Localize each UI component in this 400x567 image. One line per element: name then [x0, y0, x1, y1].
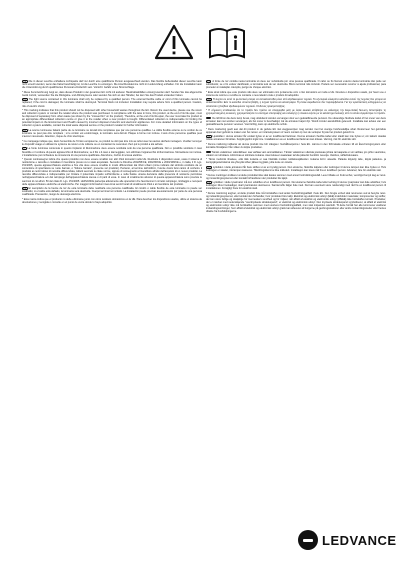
- paragraph-text: * Deze markering geeft aan dat dit product in de gehele EU niet weggeworpen mag worden met het overige huishoudelijke afval. Retourneer het gebruikte apparaat door gebruik te maken van het retour- en inzamelsysteem of neem contact op met de verkoper bij wie het product gekocht is.: [206, 127, 386, 134]
- paragraph-text: * Denne merkingen indikerer at dette produktet ikke skal kastes sammen med annet husholdningsavfall. Lever tilbake en brukt enhet, vennligst benytt deg av retur- og innsamlingssystemet eller kontakt forhandleren der produktet ble kjøpt.: [206, 173, 386, 180]
- paragraph-text: * Ce marquage indique que, dans l'ensemble de l'Union européenne, ce produit ne doit pas être mis au rebut avec les autres déchets ménagers. Veuillez renvoyer le dispositif usagé en utilisant le système de retour et de collecte ou en contactant le revendeur chez qui le produit a été acheté.: [22, 139, 202, 146]
- paragraph-text: * Esta marca indica que el producto no debe eliminarse junto con otros residuos domésticos en la UE. Para devolver los dispositivos usados, utilice el sistema de devoluciones y recogida o consulte en el punto de venta donde lo haya adquirido.: [22, 197, 202, 204]
- warning-triangle-icon: [154, 24, 194, 60]
- paragraph-text: * Diese Kennzeichnung zeigt an, dass dieses Produkt in der gesamten EU nicht mit anderen Haushaltsabfällen entsorgt werden darf. Senden Sie das abgenutzte Gerät zurück, verwenden Sie die Rückgabe- und Abholsysteme oder wenden Sie sich an den Händler, bei dem Sie das Produkt erstanden haben.: [22, 90, 202, 97]
- paragraph: [206, 117, 386, 126]
- language-badge: PT: [207, 81, 211, 83]
- left-text-column: [22, 80, 202, 550]
- language-badge: DE: [23, 81, 27, 83]
- paragraph: [206, 181, 386, 190]
- paragraph-text: La fonte luminosa contenuta in questo impianto di illuminazione deve essere sostituita solo da una persona qualificata. Non è possibile sostituire il cavo flessibile o il cordone di questo apparecchio di illuminazione; se il filo o il cavo è danneggiato, non utilizzare l'apparecchio di illuminazione. Morsettiera non inclusa. L'installazione può richiedere la consulenza di una persona qualificata. Attenzione, rischio di scossa elettrica.: [22, 147, 202, 157]
- paragraph-text: * Questo contrassegno indica che questo prodotto non deve essere smaltito con altri rifiuti domestici nella UE. Restituire il dispositivo usato, usare il sistema di restituzione e raccolta o contattare il rivenditore presso cui è stato acquistato. Secondo le Direttive 2002/95/CE, 2002/96/CE e 2003/108/CE e, in Italia, il D. Lgs. 151/2005, questa apparecchiatura elettrica a fine vita deve essere smaltita in modo differenziato dai rifiuti urbani (come indicato dal simbolo costituito da un contenitore di spazzatura su ruote barrato, o "bidone barrato", presente sul prodotto). Pertanto, al termine dell'utilizzo, l'utente dovrà farsi carico di conferire il prodotto ai centri idonei di raccolta differenziata, istituiti secondo le citate norme, oppure di consegnarlo al rivenditore all'atto dell'acquisto di un nuovo prodotto. La raccolta differenziata è indispensabile per limitare il potenziale impatto sull'Ambiente e sulla Salute umana derivante dalla presenza di sostanze pericolose nell'apparecchiatura e/o dal reimpiego dell'apparecchiatura stessa o di parti di essa. In caso di smaltimento abusivo di questa apparecchiatura sono previste le sanzioni di cui all'art. 50 del citato D. Lgs. 151/2005. LEDVANCE partecipa attivamente alle operazioni che favoriscono il corretto reimpiego, riciclaggio e recupero delle apparecchiature elettriche ed elettroniche. Per maggiori informazioni inerenti ai servizi locali di smaltimento rifiuti è al rivenditore del prodotto.: [22, 158, 202, 186]
- language-badge: DK: [207, 182, 211, 185]
- paragraph: [22, 158, 202, 185]
- right-text-column: [206, 80, 386, 550]
- paragraph: [206, 109, 386, 115]
- language-badge: FR: [23, 130, 27, 133]
- paragraph: [22, 140, 202, 146]
- paragraph-text: * Tämä merkintä ilmaisee, että tätä tuotetta ei saa hävittää muiden kotitalousjätteiden mukana EU:n alueella. Palauta käytetty laite, käytä palautus- ja keräysjärjestelmää tai ota yhteyttä siihen jälleenmyyjään, jolta tuote on ostettu.: [206, 158, 386, 165]
- paragraph-text: Lyskilden i dette lysarmatur må kun udskiftes af en kvalificeret person. Det eksterne fleksible kabel eller ledning til denne lysarmatur kan ikke udskiftes; hvis ledningen bliver beskadiget, skal lysarmaturet destrueres. Samlemuffe følger ikke med. Det kan eventuelt være nødvendigt med råd fra en kvalificeret person til installationen. Forsigtig! Fare for elektrisk stød.: [206, 181, 386, 191]
- language-badge: ES: [23, 188, 27, 191]
- language-badge: IT: [23, 148, 26, 151]
- paragraph-text: Lyskilden i dette armaturet får bare skiftes ut av en kyndig person. Den eksterne, fleksible kabelen eller ledningen til denne lampen kan ikke byttes ut. Hvis ledningen er skadet, må lampen kasseres. Tilkoblingsklemme ikke inkludert. Installasjon kan kreve råd fra en kvalifisert person. Advarsel, fare for elektrisk støt.: [206, 166, 386, 173]
- paragraph-text: De lichtbron die deze lamp bevat, mag uitsluitend worden vervangen door een gekwalificeerde persoon. De uitwendige flexibele kabel of het snoer van deze armatuur kan niet worden vervangen; als het snoer is beschadigd, zal de armatuur kapot zijn. Wordt zonder aansluitblok geleverd. Installatie kan advies van een gekwalificeerde persoon vereisen. Voorzichtig, kans op elektrische schok.: [206, 116, 386, 126]
- paragraph: [22, 91, 202, 97]
- paragraph-text: A fonte de luz contida nesta luminária só deve ser substituída por uma pessoa qualificada. O cabo ou fio flexível externo desta luminária não pode ser substituído; se o fio estiver danificado, a luminária terá de ser destruída. Bloco terminal não incluído. Poderá ser necessário recorrer à ajuda profissional, para proceder à instalação. Atenção, perigo de choque eléctrico.: [206, 80, 386, 90]
- paragraph: [22, 80, 202, 89]
- paragraph-text: Η λυχνία σε αυτό το φωτιστικό μπορεί να αντικατασταθεί μόνο από εξειδικευμένο τεχνικό. Το εξωτερικό εύκαμπτο καλώδιο αυτού της λυχνίας δεν μπορεί να αντικατασταθεί. Εάν το καλώδιο υποστεί βλάβη, η λυχνία πρέπει να καταστραφεί. Η μπλοκ ακροδεκτών δεν περιλαμβάνεται. Για την εγκατάσταση ενδεχομένως να απαιτείται η βοήθεια εξειδικευμένου τεχνικού. Κίνδυνος ηλεκτροπληξίας.: [206, 98, 386, 108]
- paragraph: [206, 151, 386, 157]
- paragraph: [206, 143, 386, 149]
- info-book-icon: [207, 26, 247, 60]
- paragraph: [22, 187, 202, 196]
- paragraph: [22, 147, 202, 156]
- paragraph-text: El reemplazo de la fuente de luz de esta luminaria debe realizarla una persona cualificada. El cordón o cable flexible de esta luminaria no puede ser sustituido; si el cable está dañado, la luminaria será destruida. Cuerpo terminal no incluido. La instalación puede precisar asesoramiento por parte de una persona cualificada. Precaución, riesgo de descarga eléctrica.: [22, 187, 202, 197]
- language-badge: FI: [207, 151, 210, 154]
- paragraph: [206, 166, 386, 172]
- header-icons: [0, 0, 400, 72]
- paragraph-text: Die in dieser Leuchte enthaltene Lichtquelle darf nur durch eine qualifizierte Person ausgewechselt werden. Das flexible Außenkabel dieser Leuchte kann nicht ersetzt werden; wenn das Kabel beschädigt ist, ist die Leuchte zu entsorgen. Die Anschlussklemme nicht im Lieferumfang enthalten. Für die Installation kann die Unterstützung durch qualifiziertes Personal erforderlich sein. Vorsicht: Gefahr eines Stromschlags.: [22, 80, 202, 90]
- paragraph: [206, 98, 386, 107]
- paragraph-text: Tämän valaisimen valonlähteen saa vaihtaa vain ammattilainen. Tämän valaisimen ulkoista joustavaa johtoa tai kaapelia ei voi vaihtaa; jos johto vaurioituu, valaisin on tuhottava. Liitinrimaa ei toimiteta mukana. Asennukseen saatetaan tarvita pätevän henkilön neuvoja. Varoitus, sähköiskuvaara.: [206, 150, 386, 157]
- paragraph-text: La source lumineuse faisant partie de ce luminaire ne devrait être remplacée que par une personne qualifiée. Le câble flexible externe ou le cordon de ce luminaire ne peut pas être remplacé ; si le cordon est endommagé, le luminaire sera détruit. Plaque à borne non incluse. L'avis d'une personne qualifiée peut s'avérer nécessaire. Attention, risque de choc électrique.: [22, 129, 202, 139]
- brand-logo: [298, 530, 397, 552]
- brand-name: LEDVANCE: [322, 533, 397, 548]
- paragraph: [22, 198, 202, 204]
- paragraph-text: * Denne mærkning angiver, at dette produkt ikke må bortskaffes med andet husholdningsaffald i hele EU. Den brugte enhed skal returneres ved at benytte retur- og indsamlingssystemet, eller kontakt den forhandler, hvor produktet blev købt. Elektrisk og elektronisk udstyr (EEE) indeholder materialer, komponenter og stoffer, der kan være farlige og skadelige for menneskers sundhed og for miljøet, når affald af elektrisk og elektronisk udstyr (WEEE) ikke bortskaffes korrekt. Produkter, der er mærket med nedenstående "overkrydsede skraldespand", er elektrisk og elektronisk udstyr. Den krydsede skraldespand symboliserer, at affald af elektrisk og elektronisk udstyr ikke må bortskaffes sammen med usorteret husholdningsaffald, men skal indsamles særskilt. Til dette formål har alle kommuner etableret indsamlingsordninger, hvor affald af elektrisk og elektronisk udstyr gratis kan afleveres af borgerne på genbrugsstationer eller andre indsamlingssteder eller hentes direkte fra husholdningerne.: [206, 192, 386, 214]
- paragraph: [206, 128, 386, 134]
- paragraph-text: * This marking indicates that this product should not be disposed with other household wastes throughout the EU. Return the used device, please use the return and collection system or contact the retailer where the product was purchased. In compliance with the laws in force, this product, at the end of its life-span, must be disposed of separately from urban waste (as shown by the "crossed bin" on the product). Therefore, at the end of its life-span, the user must take the product to an appropriate differentiated collection centre or give it to the retailer when a new product is bought. Differentiated collection is indispensable for limiting the potential impact on the Environment and Health caused by incorrect disposal of electric and electronic appliances. For more detailed information on the types of collection system available, contact the local waste disposal service or the product's retailer for further information.: [22, 109, 202, 128]
- paragraph: [22, 98, 202, 107]
- language-badge: SE: [207, 136, 211, 139]
- paragraph: [22, 129, 202, 138]
- paragraph: [206, 135, 386, 141]
- paragraph-text: * Η σήμανση υποδεικνύει ότι το προϊόν δεν πρέπει να απορριφθεί μαζί με άλλα οικιακά απόβλητα σε ολόκληρη την Ευρωπαϊκή Ένωση. Επιστρέψτε τη χρησιμοποιημένη συσκευή, χρησιμοποιήστε το σύστημα επιστροφής και συλλογής ή επικοινωνήστε με το κατάστημα λιανικής από το οποίο αγοράστηκε το προϊόν.: [206, 109, 386, 116]
- language-badge: GR: [207, 99, 211, 102]
- language-badge: NL: [207, 117, 211, 120]
- paragraph-text: The light source contained in this luminaire shall only be replaced by a qualified person. The external flexible cable or cord of this luminaire cannot be replaced; if the cord is damaged, the luminaire shall be destroyed. Terminal block not included. Installation may require advice from a qualified person. Caution, risk of electric shock.: [22, 98, 202, 108]
- paragraph: [206, 174, 386, 180]
- language-badge: EN: [23, 99, 27, 102]
- language-badge: NO: [207, 167, 211, 170]
- paragraph-text: * Denna märkning indikerar att denna produkt inte bör slängas i hushållssoporna i hela EU. Lämna in den förbrukade enheten till ett återvinningssystem eller kontakta försäljaren från vilken du köpte produkten.: [206, 142, 386, 149]
- paragraph: [22, 109, 202, 127]
- paragraph: [206, 192, 386, 213]
- paragraph: [206, 80, 386, 89]
- paragraph-text: Ljuskällan i denna armatur får endast bytas ut av en kvalificerad fackman. Denna armaturs flexibla kabel eller sladd kan inte bytas ut; om kabeln skadas måste armaturen förstöras. Kopplingsplint ingår inte. Installationen av en kvalificerad fackman kan krävas. Varning, risk för elektrisk stöt.: [206, 135, 386, 142]
- paragraph: [206, 91, 386, 97]
- paragraph-text: * Esta sinal indica que este produto não deve ser eliminado com juntamente com o lixo doméstico em toda a UE. Devolva o dispositivo usado, por favor use o sistema de retorno e recolha ou contacte o revendedor onde o produto foi adquirido.: [206, 90, 386, 97]
- ledvance-circle-icon: [298, 530, 318, 550]
- paragraph: [206, 158, 386, 164]
